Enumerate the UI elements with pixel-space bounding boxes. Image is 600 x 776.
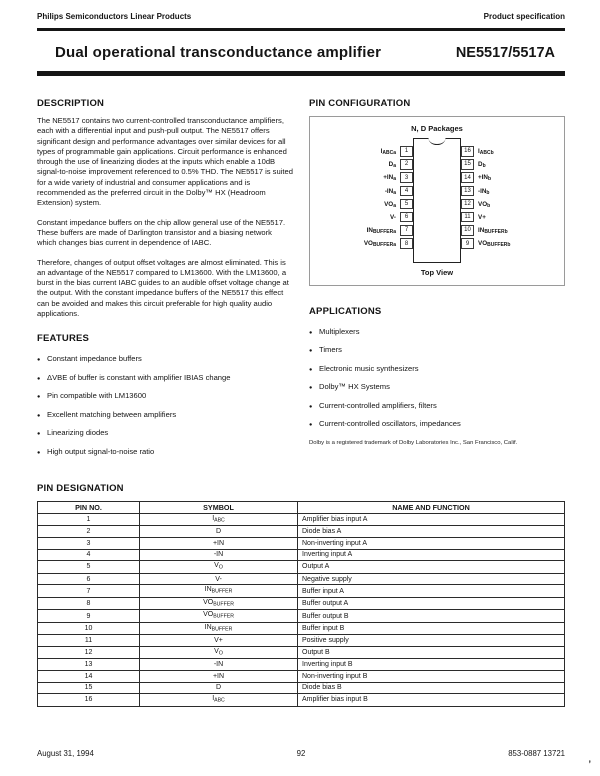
ic-notch bbox=[429, 138, 446, 145]
pin-label bbox=[474, 158, 558, 171]
header-meta-row bbox=[37, 12, 565, 28]
pin-label bbox=[474, 237, 558, 250]
table-row bbox=[38, 610, 565, 623]
column-header-name-function: NAME AND FUNCTION bbox=[298, 502, 565, 514]
pin-label-sub: BUFFERb bbox=[484, 229, 508, 236]
cell-symbol bbox=[140, 573, 298, 585]
document-title: Dual operational transconductance amplifier bbox=[55, 44, 382, 61]
pin-label-main: IN bbox=[366, 227, 373, 235]
cell-pin-number: 14 bbox=[38, 671, 140, 683]
pin-label bbox=[474, 224, 558, 237]
cell-pin-number: 4 bbox=[38, 549, 140, 561]
dolby-trademark-footnote: Dolby is a registered trademark of Dolby Laboratories Inc., San Francisco, Calif. bbox=[309, 440, 518, 446]
pin-label bbox=[316, 145, 400, 158]
footer-date: August 31, 1994 bbox=[37, 749, 94, 758]
table-row bbox=[38, 573, 565, 585]
pin-label-sub: b bbox=[482, 163, 486, 170]
pin-label-main: -IN bbox=[384, 187, 394, 195]
cell-symbol bbox=[140, 622, 298, 635]
cell-symbol bbox=[140, 561, 298, 574]
cell-pin-number: 13 bbox=[38, 659, 140, 671]
pin-label-main: IN bbox=[204, 623, 212, 631]
cell-function: Inverting input B bbox=[298, 659, 565, 671]
ic-body bbox=[413, 138, 461, 263]
cell-pin-number: 10 bbox=[38, 622, 140, 635]
cell-function: Buffer output B bbox=[298, 610, 565, 623]
footer-page-number: 92 bbox=[296, 749, 306, 758]
part-number: NE5517/5517A bbox=[455, 45, 555, 61]
pin-label bbox=[474, 211, 558, 224]
applications-list bbox=[309, 327, 565, 430]
pin-label-sub: b bbox=[487, 202, 491, 209]
cell-pin-number: 1 bbox=[38, 513, 140, 526]
cell-function: Negative supply bbox=[298, 573, 565, 585]
application-item: ● Current-controlled oscillators, impedances bbox=[309, 419, 565, 429]
description-paragraph: Constant impedance buffers on the chip allow general use of the NE5517. These buffers are made of Darlington transistor and a biasing network which changes bias current in dependence of IABC. bbox=[37, 217, 286, 248]
cell-pin-number: 2 bbox=[38, 526, 140, 538]
pin-label bbox=[474, 198, 558, 211]
ic-body-cell bbox=[413, 145, 461, 251]
pin-label bbox=[316, 171, 400, 184]
pin-number-box: 16 bbox=[461, 146, 474, 157]
cell-function: Amplifier bias input B bbox=[298, 694, 565, 707]
pin-label-sub: BUFFER bbox=[213, 613, 234, 620]
pin-label-main: V+ bbox=[478, 214, 486, 222]
cell-pin-number: 11 bbox=[38, 635, 140, 647]
cell-function: Positive supply bbox=[298, 635, 565, 647]
pin-number-box: 1 bbox=[400, 146, 413, 157]
pin-number-box: 12 bbox=[461, 199, 474, 210]
cell-function: Buffer input A bbox=[298, 585, 565, 598]
applications-section bbox=[309, 306, 565, 447]
cell-pin-number: 12 bbox=[38, 646, 140, 659]
cell-symbol bbox=[140, 682, 298, 694]
application-item: ● Current-controlled amplifiers, filters bbox=[309, 401, 565, 411]
pin-label-main: +IN bbox=[212, 539, 225, 547]
pin-label-sub: a bbox=[393, 163, 396, 170]
pin-number-box: 6 bbox=[400, 212, 413, 223]
cell-symbol bbox=[140, 513, 298, 526]
table-row bbox=[38, 694, 565, 707]
right-column bbox=[309, 98, 565, 465]
features-heading: FEATURES bbox=[37, 333, 90, 345]
pin-label-main: VO bbox=[363, 240, 373, 248]
pin-label-main: V+ bbox=[214, 637, 223, 645]
cell-function: Non-inverting input A bbox=[298, 538, 565, 550]
pin-label-main: -IN bbox=[478, 187, 487, 195]
cell-symbol bbox=[140, 585, 298, 598]
table-row bbox=[38, 585, 565, 598]
cell-symbol bbox=[140, 659, 298, 671]
table-header-row bbox=[38, 502, 565, 514]
cell-function: Diode bias A bbox=[298, 526, 565, 538]
table-row bbox=[38, 513, 565, 526]
header-spec-type: Product specification bbox=[483, 12, 565, 21]
feature-item: ● Linearizing diodes bbox=[37, 428, 293, 438]
features-section bbox=[37, 333, 293, 457]
pin-label-sub: ABCb bbox=[479, 150, 494, 157]
pin-number-box: 5 bbox=[400, 199, 413, 210]
pin-label bbox=[316, 211, 400, 224]
cell-pin-number: 16 bbox=[38, 694, 140, 707]
description-heading: DESCRIPTION bbox=[37, 98, 105, 109]
pin-label-main: I bbox=[478, 148, 480, 156]
page-header bbox=[37, 12, 565, 76]
pin-label-main: V- bbox=[215, 575, 222, 583]
pin-label-main: I bbox=[380, 148, 383, 156]
title-row bbox=[37, 31, 565, 71]
pin-label-sub: O bbox=[218, 650, 223, 657]
pin-designation-section bbox=[37, 483, 565, 706]
pin-number-box: 9 bbox=[461, 238, 474, 249]
cell-symbol bbox=[140, 597, 298, 610]
pin-label-main: I bbox=[212, 695, 215, 703]
description-paragraph: Therefore, changes of output offset voltages are almost eliminated. This is an advantage of the NE5517 compared to LM13600. With the LM13600, a burst in the bias current IABC guides to an audible offset voltage change at the output. With the constant impedance buffers of the NE5517 this effect can be avoided and makes this circuit preferable for high quality audio applications. bbox=[37, 257, 289, 319]
feature-item: ● Excellent matching between amplifiers bbox=[37, 410, 293, 420]
pin-label-main: -IN bbox=[213, 551, 224, 559]
pin-label-main: +IN bbox=[212, 672, 225, 680]
table-row bbox=[38, 597, 565, 610]
application-item: ● Timers bbox=[309, 345, 565, 355]
pin-label bbox=[316, 158, 400, 171]
table-row bbox=[38, 526, 565, 538]
cell-symbol bbox=[140, 694, 298, 707]
column-header-pin-no: PIN NO. bbox=[38, 502, 140, 514]
cell-pin-number: 7 bbox=[38, 585, 140, 598]
cell-symbol bbox=[140, 526, 298, 538]
main-columns bbox=[37, 98, 565, 465]
pin-label-sub: b bbox=[487, 176, 492, 183]
pin-number-box: 7 bbox=[400, 225, 413, 236]
pin-label bbox=[474, 185, 558, 198]
cell-symbol bbox=[140, 549, 298, 561]
footer-doc-number: 853-0887 13721 bbox=[508, 749, 565, 758]
pin-number-box: 15 bbox=[461, 159, 474, 170]
pin-number-box: 13 bbox=[461, 186, 474, 197]
pin-label-sub: ABC bbox=[214, 517, 225, 524]
left-column bbox=[37, 98, 293, 465]
cell-symbol bbox=[140, 671, 298, 683]
pin-label bbox=[316, 185, 400, 198]
pin-label-sub: BUFFER bbox=[211, 626, 233, 633]
pin-label bbox=[316, 224, 400, 237]
table-row bbox=[38, 538, 565, 550]
pin-label-main: VO bbox=[478, 200, 488, 208]
pin-number-box: 11 bbox=[461, 212, 474, 223]
description-paragraph: The NE5517 contains two current-controlled transconductance amplifiers, each with a differential input and push-pull output. The NE5517 offers significant design and performance advantages over similar devices for all types of programmable gain applications. Circuit performance is enhanced through the use of linearizing diodes at the inputs which enable a 10dB signal-to-noise improvement referenced to 0.5% THD. The NE5517 is suited for a wide variety of industrial and consumer applications and is recommended as the preferred circuit in the Dolby™ HX (Headroom Extension) system. bbox=[37, 116, 293, 208]
pin-label bbox=[316, 237, 400, 250]
page-footer bbox=[37, 749, 565, 762]
pin-label-main: -IN bbox=[213, 661, 224, 669]
pin-label-sub: a bbox=[393, 202, 396, 209]
pin-number-box: 14 bbox=[461, 172, 474, 183]
feature-item: ● High output signal-to-noise ratio bbox=[37, 447, 293, 457]
pin-label-sub: ABCa bbox=[382, 150, 396, 157]
pin-label-main: V bbox=[214, 562, 219, 570]
cell-function: Output A bbox=[298, 561, 565, 574]
cell-function: Diode bias B bbox=[298, 682, 565, 694]
pin-number-box: 10 bbox=[461, 225, 474, 236]
pin-label-main: VO bbox=[478, 240, 488, 248]
pin-label-main: D bbox=[388, 161, 394, 169]
pin-label-main: V- bbox=[390, 214, 396, 222]
cell-function: Amplifier bias input A bbox=[298, 513, 565, 526]
pin-configuration-heading: PIN CONFIGURATION bbox=[309, 98, 411, 109]
pin-label-main: +IN bbox=[383, 174, 394, 182]
pin-label-main: D bbox=[215, 684, 222, 692]
cell-symbol bbox=[140, 538, 298, 550]
pin-label bbox=[474, 171, 558, 184]
pin-label-sub: BUFFERa bbox=[372, 229, 396, 236]
pin-label-main: VO bbox=[384, 200, 394, 208]
pin-label-sub: BUFFER bbox=[211, 588, 233, 595]
top-view-label: Top View bbox=[420, 267, 454, 277]
table-row bbox=[38, 671, 565, 683]
package-label: N, D Packages bbox=[411, 124, 463, 133]
cell-symbol bbox=[140, 646, 298, 659]
pin-number-box: 4 bbox=[400, 186, 413, 197]
pin-designation-table bbox=[37, 501, 565, 706]
pin-label-sub: ABC bbox=[214, 697, 225, 704]
table-row bbox=[38, 682, 565, 694]
pin-label bbox=[316, 198, 400, 211]
cell-symbol bbox=[140, 610, 298, 623]
pin-label-main: IN bbox=[478, 227, 485, 235]
scan-corner-mark: ’ bbox=[588, 759, 591, 769]
header-publisher: Philips Semiconductors Linear Products bbox=[37, 12, 192, 21]
pin-number-box: 2 bbox=[400, 159, 413, 170]
table-row bbox=[38, 549, 565, 561]
pin-label-main: IN bbox=[204, 586, 212, 594]
pin-label-sub: BUFFER bbox=[213, 601, 234, 608]
pin-label-sub: BUFFERa bbox=[372, 242, 396, 249]
cell-function: Output B bbox=[298, 646, 565, 659]
application-item: ● Multiplexers bbox=[309, 327, 565, 337]
applications-heading: APPLICATIONS bbox=[309, 305, 382, 317]
pin-label-main: I bbox=[212, 514, 215, 522]
cell-pin-number: 3 bbox=[38, 538, 140, 550]
table-row bbox=[38, 659, 565, 671]
pin-label-sub: b bbox=[486, 189, 490, 196]
cell-function: Buffer input B bbox=[298, 622, 565, 635]
pin-number-box: 3 bbox=[400, 172, 413, 183]
pin-label-sub: a bbox=[393, 176, 396, 183]
feature-item: ● Pin compatible with LM13600 bbox=[37, 391, 293, 401]
pin-label-main: D bbox=[215, 528, 222, 536]
pin-label bbox=[474, 145, 558, 158]
application-item: ● Dolby™ HX Systems bbox=[309, 382, 565, 392]
cell-function: Inverting input A bbox=[298, 549, 565, 561]
pin-number-box: 8 bbox=[400, 238, 413, 249]
pin-label-sub: a bbox=[393, 189, 396, 196]
table-row bbox=[38, 622, 565, 635]
cell-pin-number: 9 bbox=[38, 610, 140, 623]
header-rule-thick bbox=[37, 71, 565, 76]
pin-label-sub: O bbox=[218, 564, 223, 571]
column-header-symbol: SYMBOL bbox=[140, 502, 298, 514]
pin-label-sub: BUFFERb bbox=[487, 242, 511, 249]
pin-designation-heading: PIN DESIGNATION bbox=[37, 483, 124, 495]
pin-label-main: V bbox=[214, 647, 219, 655]
table-row bbox=[38, 646, 565, 659]
table-row bbox=[38, 635, 565, 647]
pin-label-main: D bbox=[478, 161, 483, 169]
pin-label-main: +IN bbox=[478, 174, 488, 182]
pin-label-main: VO bbox=[203, 611, 214, 619]
cell-pin-number: 5 bbox=[38, 561, 140, 574]
package-diagram-box bbox=[309, 116, 565, 286]
table-row bbox=[38, 561, 565, 574]
cell-pin-number: 15 bbox=[38, 682, 140, 694]
cell-symbol bbox=[140, 635, 298, 647]
cell-function: Buffer output A bbox=[298, 597, 565, 610]
cell-function: Non-inverting input B bbox=[298, 671, 565, 683]
ic-pin-diagram bbox=[314, 145, 560, 251]
feature-item: ● Constant impedance buffers bbox=[37, 354, 293, 364]
pin-label-main: VO bbox=[203, 598, 214, 606]
cell-pin-number: 8 bbox=[38, 597, 140, 610]
feature-item: ● ΔVBE of buffer is constant with amplifier IBIAS change bbox=[37, 373, 293, 383]
application-item: ● Electronic music synthesizers bbox=[309, 364, 565, 374]
cell-pin-number: 6 bbox=[38, 573, 140, 585]
features-list bbox=[37, 354, 293, 457]
